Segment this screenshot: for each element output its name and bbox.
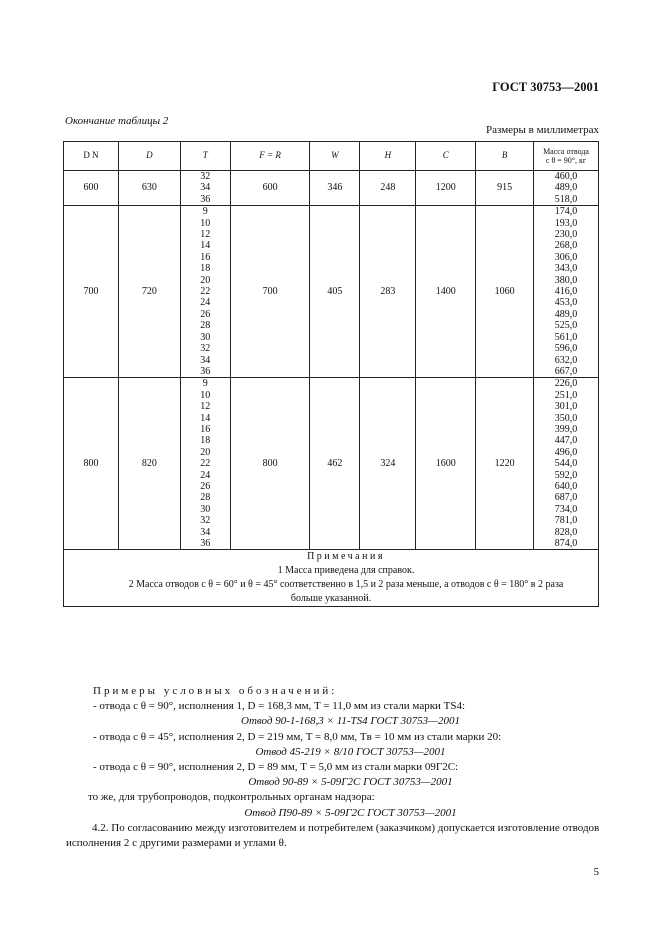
cell-d: 720 <box>118 206 180 378</box>
t-value: 36 <box>200 538 211 549</box>
example-4-text: то же, для трубопроводов, подконтрольных органам надзора: <box>88 791 375 804</box>
mass-value: 174,0 <box>554 206 578 218</box>
example-1-code: Отвод 90-1-168,3 × 11-TS4 ГОСТ 30753—2001 <box>241 715 460 728</box>
mass-value: 399,0 <box>554 423 578 435</box>
cell-d: 820 <box>118 378 180 550</box>
mass-value: 518,0 <box>554 193 578 205</box>
standard-number: ГОСТ 30753—2001 <box>492 80 599 94</box>
col-header-fr: F = R <box>230 142 310 171</box>
note-line: 2 Масса отводов с θ = 60° и θ = 45° соответственно в 1,5 и 2 раза меньше, а отводов с θ = 180° в 2 раза <box>128 579 564 591</box>
cell-c: 1200 <box>416 171 476 206</box>
mass-value: 380,0 <box>554 274 578 286</box>
t-value: 16 <box>200 251 211 263</box>
t-value: 12 <box>200 401 211 413</box>
mass-value: 632,0 <box>554 354 578 366</box>
t-value: 34 <box>200 354 211 366</box>
col-header-c: C <box>416 142 476 171</box>
mass-value: 193,0 <box>554 217 578 229</box>
col-header-dn: D N <box>64 142 119 171</box>
mass-header-line2: с θ = 90°, кг <box>545 156 587 165</box>
cell-fr: 600 <box>230 171 310 206</box>
cell-mass-list <box>534 171 599 206</box>
t-value: 18 <box>200 263 211 275</box>
table-row <box>64 378 599 550</box>
examples-section <box>66 684 608 851</box>
cell-w: 462 <box>310 378 360 550</box>
t-value: 32 <box>200 343 211 355</box>
mass-value: 544,0 <box>554 458 578 470</box>
clause-4-2: 4.2. По согласованию между изготовителем и потребителем (заказчиком) допускается изготовление отводов исполнения 2 с другими размерами и углами θ. <box>66 821 600 850</box>
t-value: 24 <box>200 297 211 309</box>
mass-value: 592,0 <box>554 469 578 481</box>
mass-value: 640,0 <box>554 480 578 492</box>
example-3-code: Отвод 90-89 × 5-09Г2С ГОСТ 30753—2001 <box>248 776 453 789</box>
t-value: 36 <box>200 193 211 205</box>
t-value: 26 <box>200 480 211 492</box>
t-value: 32 <box>200 515 211 527</box>
example-2-code: Отвод 45-219 × 8/10 ГОСТ 30753—2001 <box>255 745 446 758</box>
t-value: 22 <box>200 458 211 470</box>
mass-value: 268,0 <box>554 240 578 252</box>
col-header-b: B <box>476 142 534 171</box>
cell-b: 1060 <box>476 206 534 378</box>
cell-dn: 700 <box>64 206 119 378</box>
mass-value: 460,0 <box>554 171 578 182</box>
t-value: 34 <box>200 526 211 538</box>
col-header-mass <box>534 142 599 171</box>
mass-value: 230,0 <box>554 229 578 241</box>
t-value: 30 <box>200 503 211 515</box>
units-note: Размеры в миллиметрах <box>486 124 599 136</box>
mass-value: 343,0 <box>554 263 578 275</box>
t-value: 20 <box>200 446 211 458</box>
t-value: 10 <box>200 389 211 401</box>
mass-header-line1: Масса отвода <box>543 147 589 156</box>
mass-value: 781,0 <box>554 515 578 527</box>
t-value: 28 <box>200 492 211 504</box>
t-value: 10 <box>200 217 211 229</box>
mass-value: 687,0 <box>554 492 578 504</box>
t-value: 9 <box>202 206 208 218</box>
mass-value: 561,0 <box>554 331 578 343</box>
mass-value: 306,0 <box>554 251 578 263</box>
cell-d: 630 <box>118 171 180 206</box>
cell-w: 405 <box>310 206 360 378</box>
mass-value: 350,0 <box>554 412 578 424</box>
notes-row <box>64 550 599 607</box>
t-value: 14 <box>200 412 211 424</box>
cell-fr: 800 <box>230 378 310 550</box>
mass-value: 301,0 <box>554 401 578 413</box>
example-1-text: - отвода с θ = 90°, исполнения 1, D = 168,3 мм, T = 11,0 мм из стали марки TS4: <box>93 700 466 713</box>
cell-t-list <box>180 206 230 378</box>
mass-value: 251,0 <box>554 389 578 401</box>
mass-value: 596,0 <box>554 343 578 355</box>
t-value: 26 <box>200 308 211 320</box>
col-header-d: D <box>118 142 180 171</box>
notes-title: Примечания <box>307 551 385 563</box>
cell-h: 248 <box>360 171 416 206</box>
cell-t-list <box>180 378 230 550</box>
cell-fr: 700 <box>230 206 310 378</box>
note-line: больше указанной. <box>290 593 372 605</box>
cell-h: 283 <box>360 206 416 378</box>
mass-value: 453,0 <box>554 297 578 309</box>
t-value: 12 <box>200 229 211 241</box>
table-row <box>64 171 599 206</box>
cell-t-list <box>180 171 230 206</box>
t-value: 28 <box>200 320 211 332</box>
mass-value: 874,0 <box>554 538 578 549</box>
mass-value: 734,0 <box>554 503 578 515</box>
t-value: 34 <box>200 182 211 194</box>
table-header-row <box>64 142 599 171</box>
mass-value: 416,0 <box>554 286 578 298</box>
table-caption: Окончание таблицы 2 <box>65 115 169 127</box>
cell-c: 1400 <box>416 206 476 378</box>
dimensions-table <box>63 141 599 607</box>
mass-value: 496,0 <box>554 446 578 458</box>
cell-h: 324 <box>360 378 416 550</box>
mass-value: 828,0 <box>554 526 578 538</box>
t-value: 16 <box>200 423 211 435</box>
cell-dn: 600 <box>64 171 119 206</box>
col-header-t: T <box>180 142 230 171</box>
cell-w: 346 <box>310 171 360 206</box>
example-4-code: Отвод П90-89 × 5-09Г2С ГОСТ 30753—2001 <box>244 806 457 819</box>
notes-cell <box>64 550 599 607</box>
t-value: 22 <box>200 286 211 298</box>
mass-value: 226,0 <box>554 378 578 390</box>
cell-c: 1600 <box>416 378 476 550</box>
mass-value: 447,0 <box>554 435 578 447</box>
t-value: 9 <box>202 378 208 390</box>
t-value: 14 <box>200 240 211 252</box>
t-value: 24 <box>200 469 211 481</box>
mass-value: 489,0 <box>554 182 578 194</box>
mass-value: 525,0 <box>554 320 578 332</box>
example-3-text: - отвода с θ = 90°, исполнения 2, D = 89 мм, T = 5,0 мм из стали марки 09Г2С: <box>93 761 459 774</box>
t-value: 36 <box>200 365 211 377</box>
table-row <box>64 206 599 378</box>
mass-value: 667,0 <box>554 365 578 377</box>
t-value: 30 <box>200 331 211 343</box>
note-line: 1 Масса приведена для справок. <box>277 565 415 577</box>
examples-title: Примеры условных обозначений: <box>93 685 338 697</box>
t-value: 20 <box>200 274 211 286</box>
cell-mass-list <box>534 206 599 378</box>
cell-dn: 800 <box>64 378 119 550</box>
t-value: 32 <box>200 171 211 182</box>
t-value: 18 <box>200 435 211 447</box>
cell-b: 915 <box>476 171 534 206</box>
example-2-text: - отвода с θ = 45°, исполнения 2, D = 219 мм, T = 8,0 мм, Tв = 10 мм из стали марки 20: <box>93 730 502 743</box>
col-header-w: W <box>310 142 360 171</box>
page-number: 5 <box>593 866 599 878</box>
cell-b: 1220 <box>476 378 534 550</box>
mass-value: 489,0 <box>554 308 578 320</box>
cell-mass-list <box>534 378 599 550</box>
col-header-h: H <box>360 142 416 171</box>
